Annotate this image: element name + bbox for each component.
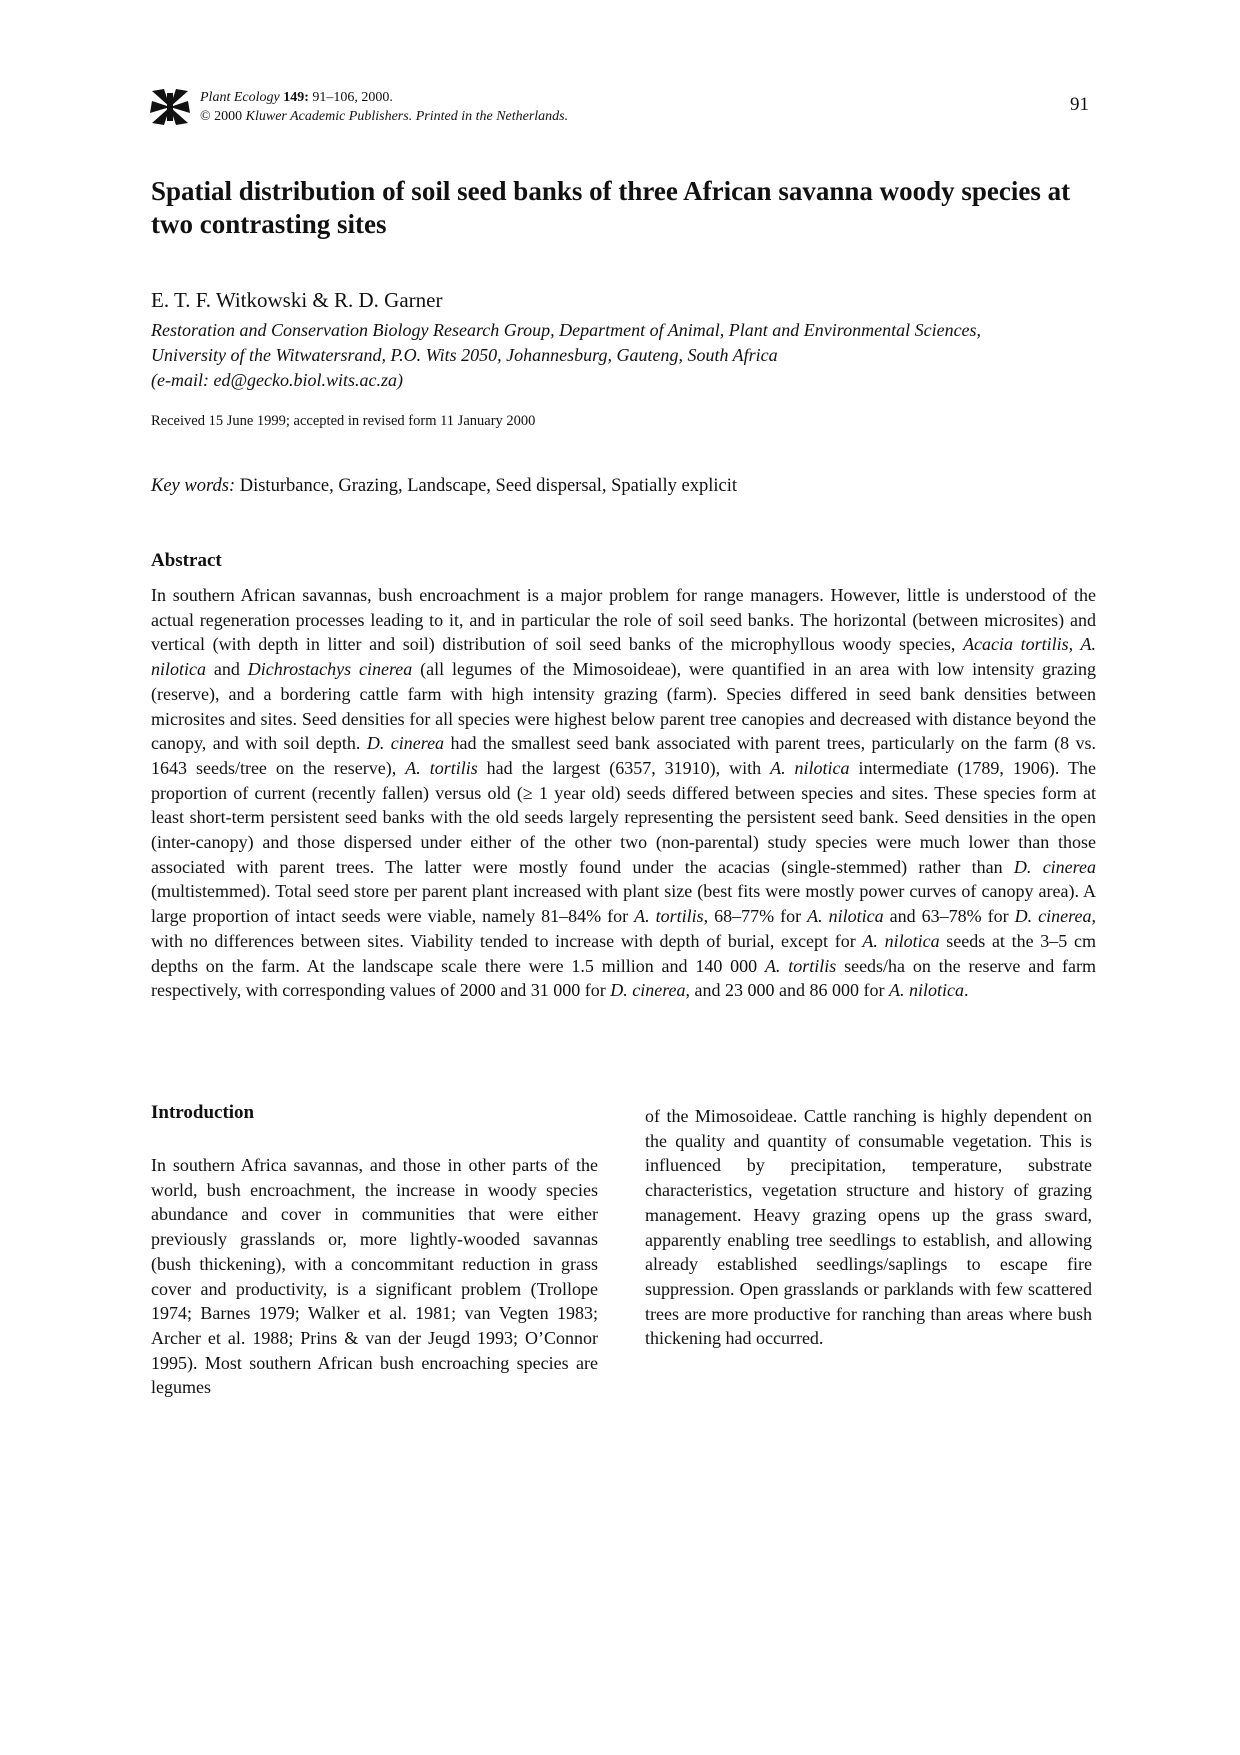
affiliation-line: University of the Witwatersrand, P.O. Wits 2050, Johannesburg, Gauteng, South Africa — [151, 345, 778, 365]
abstract-body — [151, 583, 1096, 1003]
keywords — [151, 476, 737, 497]
printed-location: Printed in the Netherlands. — [412, 109, 569, 124]
text-run: , with no differences between sites. Viability tended to increase with depth of burial, except for — [151, 906, 1096, 951]
species-name: Dichrostachys cinerea — [247, 659, 413, 680]
publisher-name: Kluwer Academic Publishers. — [245, 109, 413, 124]
publisher-logo-icon — [150, 87, 190, 127]
species-name: A. nilotica — [862, 930, 940, 951]
article-title: Spatial distribution of soil seed banks of three African savanna woody species at two contrasting sites — [151, 176, 1071, 239]
journal-citation — [200, 88, 568, 126]
journal-pages: 91–106, 2000. — [308, 90, 393, 105]
author-affiliation — [151, 318, 1111, 393]
species-name: A. tortilis — [764, 955, 837, 976]
text-run: In southern African savannas, bush encroachment is a major problem for range managers. However, little is understood of the actual regeneration processes leading to it, and in particular the role of soil seed banks. The horizontal (between microsites) and vertical (with depth in litter and soil) distribution of soil seed banks of the microphyllous woody species, — [151, 585, 1096, 655]
species-name: D. cinerea — [610, 980, 686, 1001]
text-run: had the largest (6357, 31910), with — [477, 757, 771, 778]
species-name: A. tortilis — [634, 906, 704, 927]
introduction-paragraph: of the Mimosoideae. Cattle ranching is highly dependent on the quality and quantity of consumable vegetation. This is influenced by precipitation, temperature, substrate characteristics, vegetation structure and history of grazing management. Heavy grazing opens up the grass sward, apparently enabling tree seedlings to establish, and allowing already established seedlings/saplings to escape fire suppression. Open grasslands or parklands with few scattered trees are more productive for ranching than areas where bush thickening had occurred. — [645, 1106, 1092, 1349]
introduction-paragraph: In southern Africa savannas, and those in other parts of the world, bush encroachment, the increase in woody species abundance and cover in communities that were either previously grasslands or, more lightly-wooded savannas (bush thickening), with a concommitant reduction in grass cover and productivity, is a significant problem (Trollope 1974; Barnes 1979; Walker et al. 1981; van Vegten 1983; Archer et al. 1988; Prins & van der Jeugd 1993; O’Connor 1995). Most southern African bush encroaching species are legumes — [151, 1155, 598, 1398]
species-name: A. nilotica — [889, 980, 965, 1001]
abstract-paragraph — [151, 583, 1096, 1003]
species-name: D. cinerea — [1014, 906, 1092, 927]
page-number: 91 — [1070, 94, 1089, 115]
introduction-heading: Introduction — [151, 1102, 255, 1123]
text-run: had the smallest seed bank associated with parent trees, particularly on the farm (8 vs. 1643 seeds/tree on the reserve), — [151, 733, 1096, 778]
introduction-column-left — [151, 1153, 598, 1400]
introduction-column-right — [645, 1104, 1092, 1351]
received-dates: Received 15 June 1999; accepted in revised form 11 January 2000 — [151, 413, 536, 429]
species-name: A. nilotica — [770, 757, 850, 778]
species-name: A. tortilis — [405, 757, 478, 778]
text-run: seeds/ha on the reserve and farm respectively, with corresponding values of 2000 and 31 000 for — [151, 955, 1096, 1001]
text-run: intermediate (1789, 1906). The proportion of current (recently fallen) versus old (≥ 1 year old) seeds differed between species and sites. These species form at least short-term persistent seed banks with the old seeds largely representing the persistent seed bank. Seed densities in the open (inter-canopy) and those dispersed under either of the other two (non-parental) study species were much lower than those associated with parent trees. The latter were mostly found under the acacias (single-stemmed) rather than — [151, 757, 1097, 877]
journal-volume: 149: — [283, 90, 309, 105]
journal-name: Plant Ecology — [200, 90, 280, 105]
text-run: seeds at the 3–5 cm depths on the farm. At the landscape scale there were 1.5 million and 140 000 — [151, 930, 1096, 976]
text-run: , 68–77% for — [703, 906, 808, 927]
keywords-list: Disturbance, Grazing, Landscape, Seed dispersal, Spatially explicit — [235, 476, 738, 496]
text-run: (multistemmed). Total seed store per parent plant increased with plant size (best fits were mostly power curves of canopy area). A large proportion of intact seeds were viable, namely 81–84% for — [151, 881, 1096, 927]
species-name: Acacia tortilis, A. nilotica — [151, 634, 1096, 680]
species-name: D. cinerea — [366, 733, 445, 754]
text-run: and 63–78% for — [883, 906, 1015, 927]
text-run: and — [206, 659, 248, 680]
author-email: (e-mail: ed@gecko.biol.wits.ac.za) — [151, 370, 403, 390]
copyright-year: © 2000 — [200, 109, 246, 124]
text-run: . — [964, 980, 969, 1001]
affiliation-line: Restoration and Conservation Biology Research Group, Department of Animal, Plant and Environmental Sciences, — [151, 320, 982, 340]
species-name: D. cinerea — [1013, 856, 1096, 877]
text-run: , and 23 000 and 86 000 for — [685, 980, 890, 1001]
abstract-heading: Abstract — [151, 550, 222, 571]
keywords-label: Key words: — [151, 476, 236, 496]
species-name: A. nilotica — [807, 906, 884, 927]
article-authors: E. T. F. Witkowski & R. D. Garner — [151, 288, 443, 312]
text-run: (all legumes of the Mimosoideae), were quantified in an area with low intensity grazing (reserve), and a bordering cattle farm with high intensity grazing (farm). Species differed in seed bank densities between microsites and sites. Seed densities for all species were highest below parent tree canopies and decreased with distance beyond the canopy, and with soil depth. — [151, 659, 1096, 754]
